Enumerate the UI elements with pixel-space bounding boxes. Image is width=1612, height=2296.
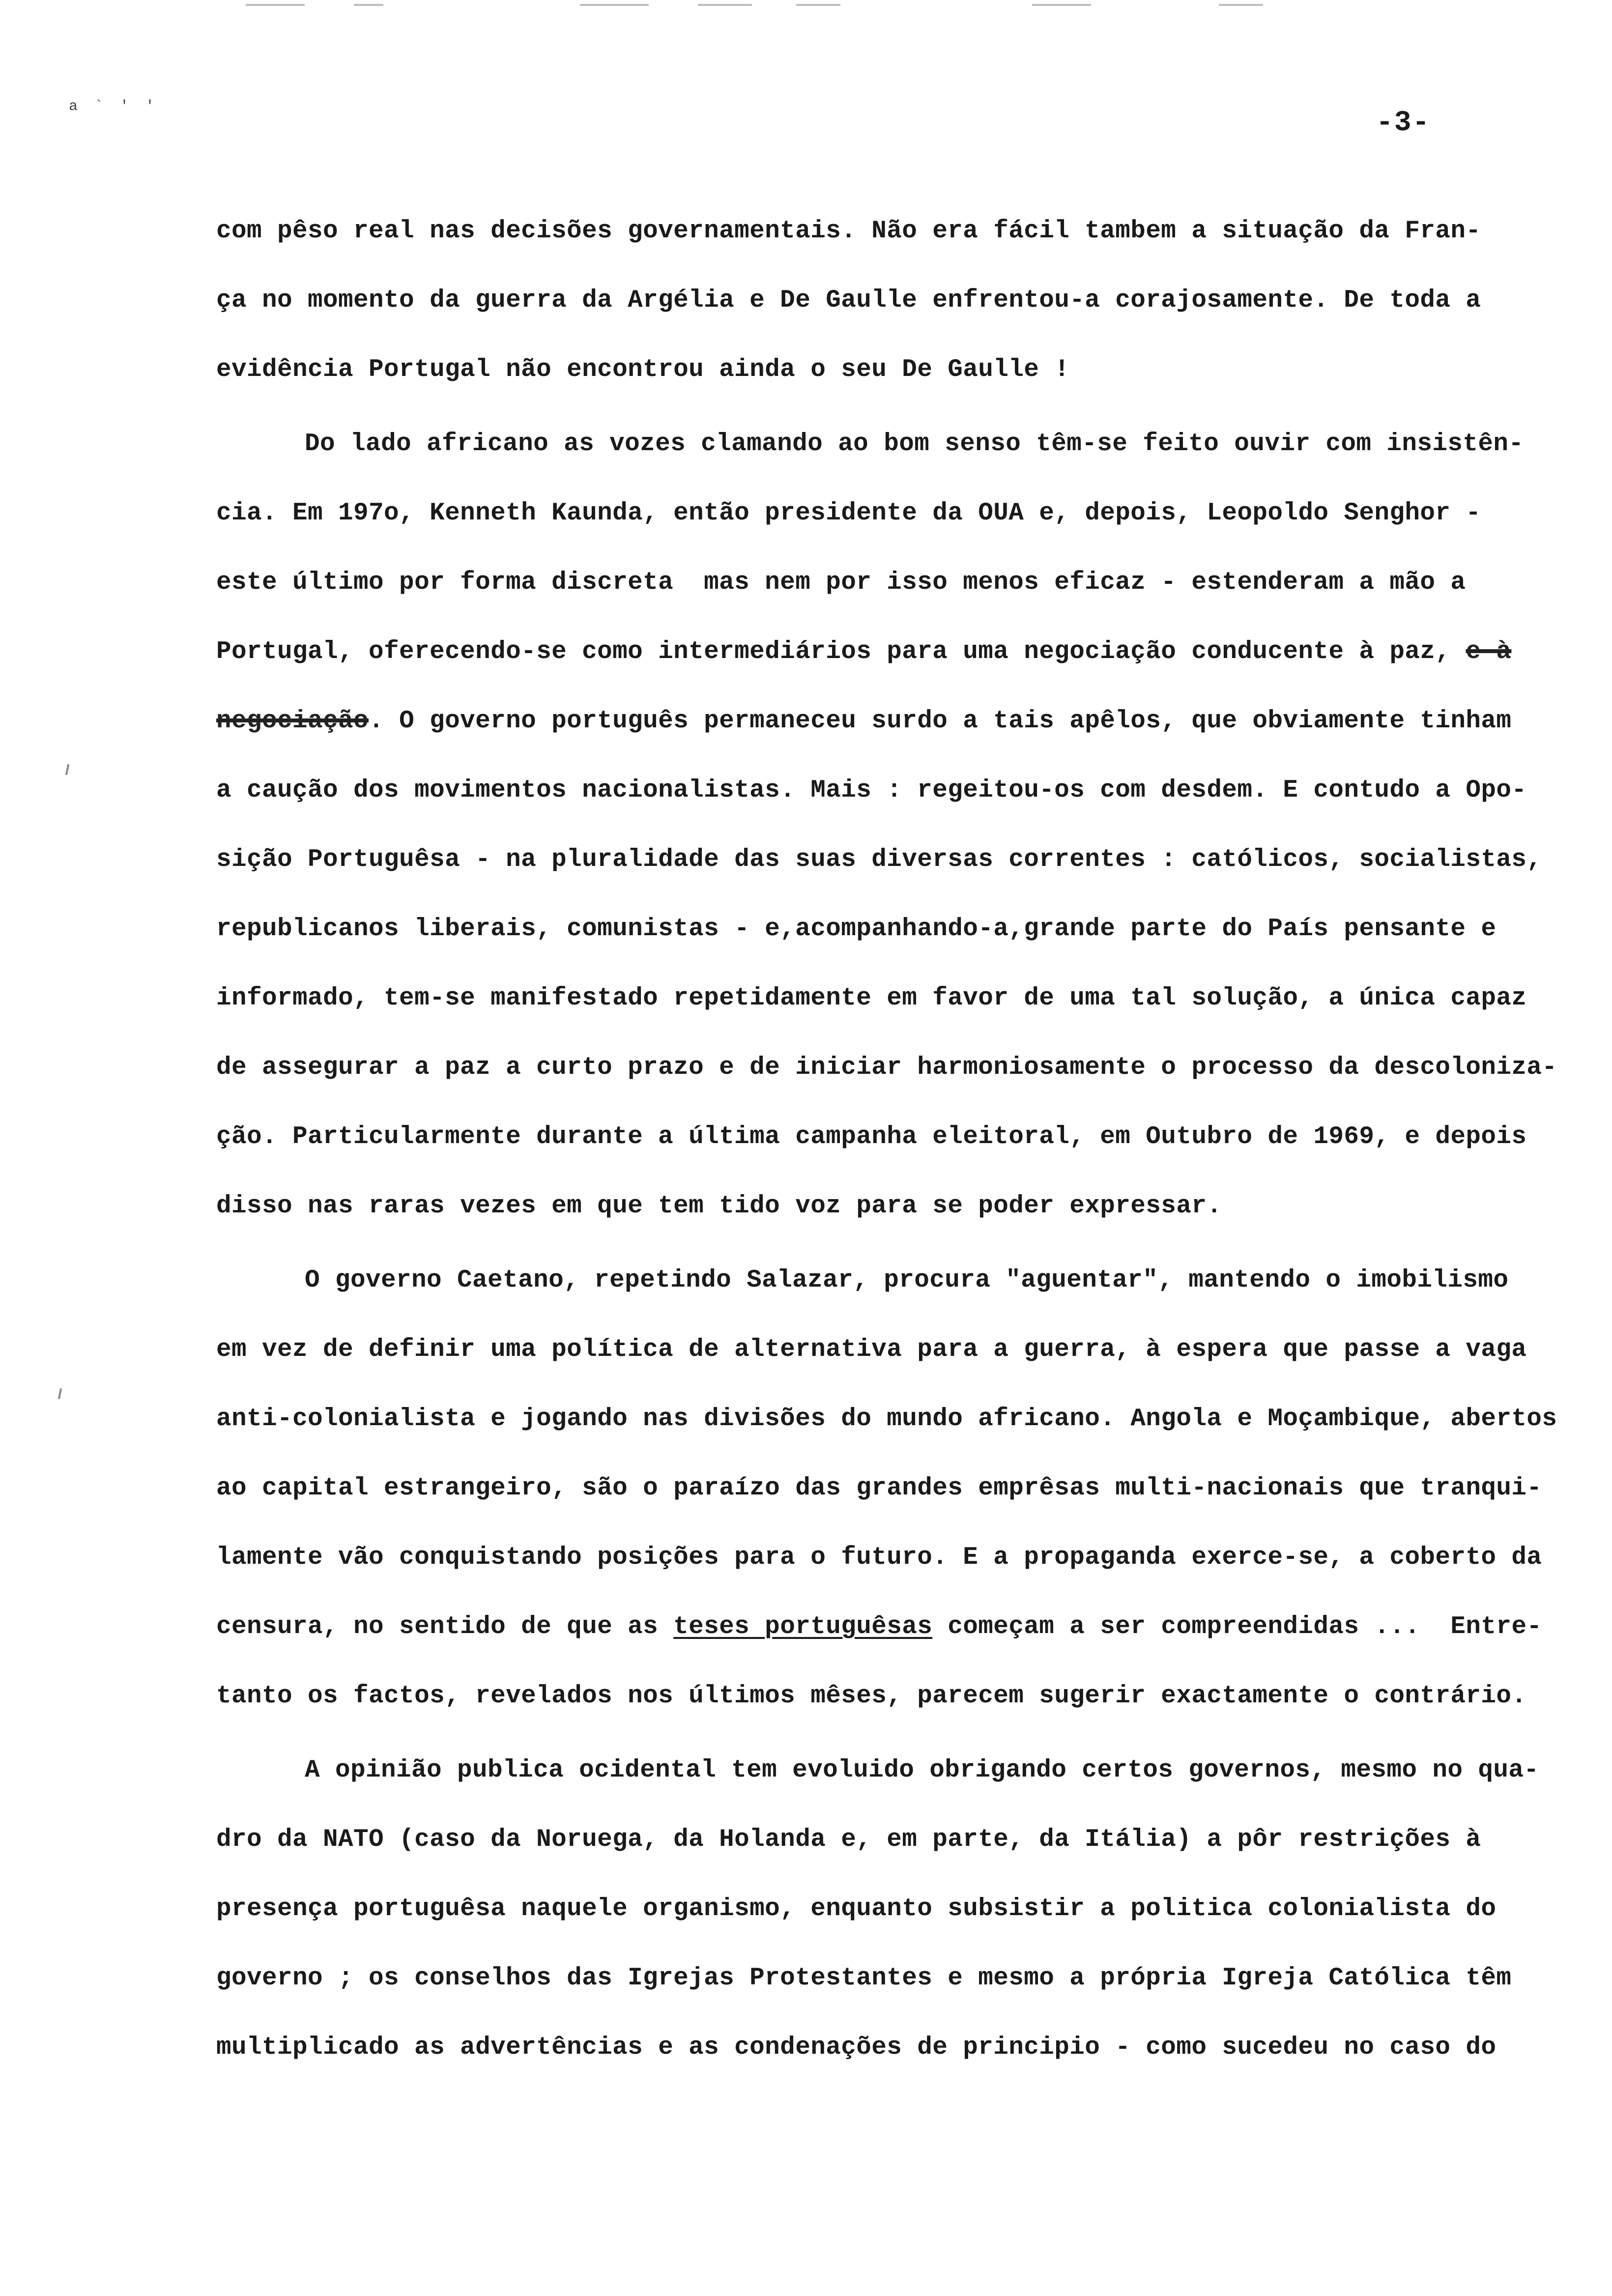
line-text: lamente vão conquistando posições para o futuro. E a propaganda exerce-se, a coberto da [216, 1544, 1542, 1572]
text-line [216, 1736, 1563, 1805]
scan-edge-mark [1032, 4, 1091, 6]
line-text: governo ; os conselhos das Igrejas Protestantes e mesmo a própria Igreja Católica têm [216, 1964, 1512, 1992]
text-line [216, 1874, 1563, 1944]
line-text: . O governo português permaneceu surdo a tais apêlos, que obviamente tinham [369, 707, 1512, 735]
text-line [216, 1033, 1563, 1102]
line-text: ao capital estrangeiro, são o paraízo das grandes emprêsas multi-nacionais que tranqui- [216, 1474, 1542, 1502]
line-text: ção. Particularmente durante a última campanha eleitoral, em Outubro de 1969, e depois [216, 1123, 1527, 1151]
line-text: ça no momento da guerra da Argélia e De Gaulle enfrentou-a corajosamente. De toda a [216, 287, 1481, 315]
text-line [216, 479, 1563, 548]
text-line [216, 1454, 1563, 1523]
line-text: de assegurar a paz a curto prazo e de iniciar harmoniosamente o processo da descoloniza- [216, 1054, 1557, 1082]
text-line [216, 1662, 1563, 1731]
scan-edge-mark [698, 4, 752, 6]
line-text: com pêso real nas decisões governamentais. Não era fácil tambem a situação da Fran- [216, 217, 1481, 245]
text-line [216, 825, 1563, 894]
text-line [216, 1523, 1563, 1592]
line-text: O governo Caetano, repetindo Salazar, procura "aguentar", mantendo o imobilismo [305, 1266, 1509, 1294]
scan-edge-mark [796, 4, 840, 6]
margin-tick [58, 1388, 62, 1399]
text-line [216, 1592, 1563, 1662]
line-text: este último por forma discreta mas nem por isso menos eficaz - estenderam a mão a [216, 569, 1466, 597]
line-text: multiplicado as advertências e as condenações de principio - como sucedeu no caso do [216, 2034, 1497, 2062]
page-number: -3- [1376, 107, 1431, 139]
line-text: disso nas raras vezes em que tem tido voz para se poder expressar. [216, 1192, 1222, 1220]
text-line [216, 687, 1563, 756]
text-line [216, 1805, 1563, 1874]
line-text: informado, tem-se manifestado repetidamente em favor de uma tal solução, a única capaz [216, 984, 1527, 1012]
text-line [216, 964, 1563, 1033]
text-line [216, 1172, 1563, 1241]
margin-tick [65, 764, 69, 775]
text-line [216, 409, 1563, 479]
text-line [216, 197, 1563, 266]
line-text: cia. Em 197o, Kenneth Kaunda, então presidente da OUA e, depois, Leopoldo Senghor - [216, 499, 1481, 527]
corner-mark: a ` ' ' [69, 98, 159, 115]
text-line [216, 266, 1563, 335]
text-line [216, 617, 1563, 687]
line-text: evidência Portugal não encontrou ainda o seu De Gaulle ! [216, 356, 1070, 384]
line-text: dro da NATO (caso da Noruega, da Holanda e, em parte, da Itália) a pôr restrições à [216, 1826, 1481, 1854]
scan-edge-mark [1219, 4, 1263, 6]
scan-edge-mark [354, 4, 383, 6]
text-line [216, 756, 1563, 825]
text-line [216, 2013, 1563, 2082]
text-line [216, 1944, 1563, 2013]
text-line [216, 1102, 1563, 1172]
line-text: tanto os factos, revelados nos últimos mêses, parecem sugerir exactamente o contrário. [216, 1682, 1527, 1710]
line-text: censura, no sentido de que as [216, 1613, 674, 1641]
struck-out-text: negociação [216, 707, 369, 735]
struck-out-text: e à [1466, 638, 1512, 666]
line-text: Portugal, oferecendo-se como intermediários para uma negociação conducente à paz, [216, 638, 1451, 666]
text-line [216, 1315, 1563, 1384]
line-text: a caução dos movimentos nacionalistas. Mais : regeitou-os com desdem. E contudo a Opo- [216, 776, 1527, 804]
line-text: republicanos liberais, comunistas - e,acompanhando-a,grande parte do País pensante e [216, 915, 1497, 943]
line-text: A opinião publica ocidental tem evoluido obrigando certos governos, mesmo no qua- [305, 1756, 1539, 1784]
text-line [216, 1384, 1563, 1454]
underlined-text: teses portuguêsas [673, 1613, 933, 1641]
line-text: sição Portuguêsa - na pluralidade das suas diversas correntes : católicos, socialistas, [216, 846, 1542, 874]
text-line [216, 1246, 1563, 1315]
document-body [216, 197, 1563, 2082]
scan-edge-mark [246, 4, 305, 6]
line-text: Do lado africano as vozes clamando ao bom senso têm-se feito ouvir com insistên- [305, 430, 1524, 458]
text-line [216, 335, 1563, 404]
line-text: começam a ser compreendidas ... Entre- [932, 1613, 1542, 1641]
line-text: presença portuguêsa naquele organismo, enquanto subsistir a politica colonialista do [216, 1895, 1497, 1923]
text-line [216, 548, 1563, 617]
line-text: anti-colonialista e jogando nas divisões do mundo africano. Angola e Moçambique, abertos [216, 1405, 1557, 1433]
text-line [216, 894, 1563, 964]
scan-edge-mark [580, 4, 649, 6]
line-text: em vez de definir uma política de alternativa para a guerra, à espera que passe a vaga [216, 1336, 1527, 1364]
